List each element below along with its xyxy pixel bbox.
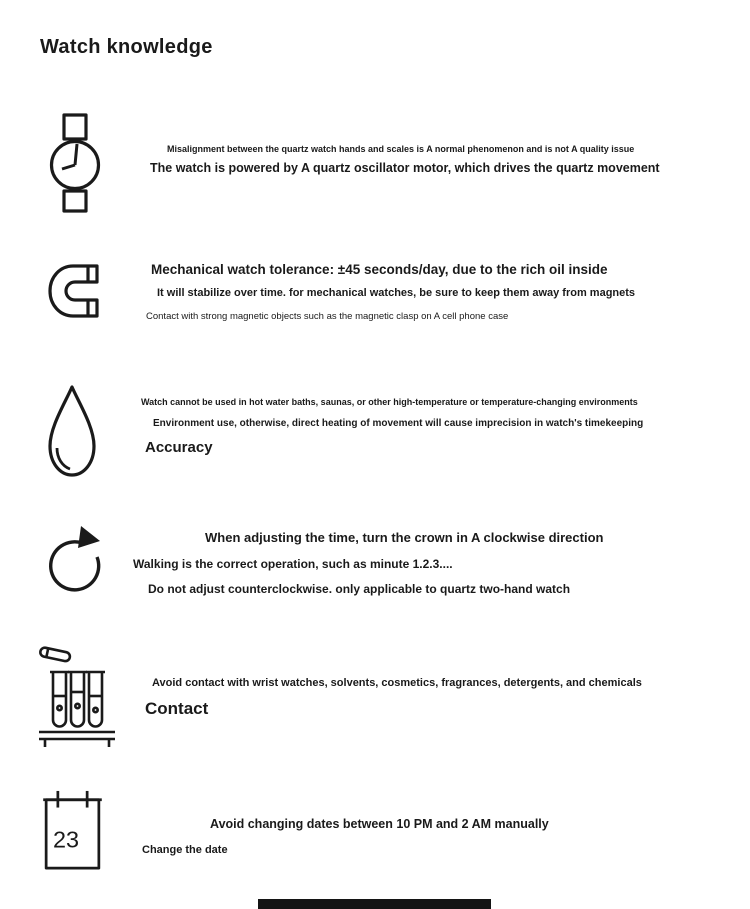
calendar-icon — [42, 789, 103, 871]
info-line: Accuracy — [145, 438, 213, 456]
bottom-bar — [258, 899, 491, 909]
calendar-day-number: 23 — [52, 826, 80, 853]
info-line: Avoid contact with wrist watches, solvents, cosmetics, fragrances, detergents, and chemicals — [152, 677, 642, 689]
magnet-icon — [45, 261, 103, 321]
info-line: Avoid changing dates between 10 PM and 2 AM manually — [210, 817, 549, 831]
info-line: Mechanical watch tolerance: ±45 seconds/day, due to the rich oil inside — [151, 262, 608, 277]
info-line: The watch is powered by A quartz oscillator motor, which drives the quartz movement — [150, 161, 660, 176]
section-text — [130, 378, 750, 458]
info-line: Contact — [145, 698, 209, 718]
section-temperature — [0, 378, 750, 458]
info-line: Misalignment between the quartz watch hands and scales is A normal phenomenon and is not A quality issue — [167, 144, 635, 154]
info-line: It will stabilize over time. for mechanical watches, be sure to keep them away from magnets — [157, 287, 636, 300]
info-line: Walking is the correct operation, such as minute 1.2.3.... — [133, 556, 453, 571]
wristwatch-icon — [45, 113, 105, 213]
section-watch-movement — [0, 110, 750, 177]
section-text — [130, 255, 750, 324]
section-text — [130, 110, 750, 177]
section-date-change — [0, 785, 750, 858]
info-line: Contact with strong magnetic objects such as the magnetic clasp on A cell phone case — [146, 311, 509, 323]
info-line: Watch cannot be used in hot water baths, saunas, or other high-temperature or temperature-changing environments — [141, 397, 638, 407]
section-text — [130, 640, 750, 721]
info-line: When adjusting the time, turn the crown in A clockwise direction — [205, 530, 604, 545]
section-time-adjustment — [0, 518, 750, 597]
info-line: Do not adjust counterclockwise. only applicable to quartz two-hand watch — [148, 581, 571, 596]
info-line: Environment use, otherwise, direct heating of movement will cause imprecision in watch's timekeeping — [153, 418, 644, 430]
clockwise-arrow-icon — [44, 524, 106, 596]
section-text — [130, 785, 750, 858]
test-tubes-icon — [38, 644, 116, 748]
info-line: Change the date — [142, 843, 228, 856]
page-title: Watch knowledge — [40, 36, 213, 58]
section-text — [130, 518, 750, 597]
water-drop-icon — [44, 384, 100, 479]
section-magnetism — [0, 255, 750, 324]
section-chemicals — [0, 640, 750, 721]
